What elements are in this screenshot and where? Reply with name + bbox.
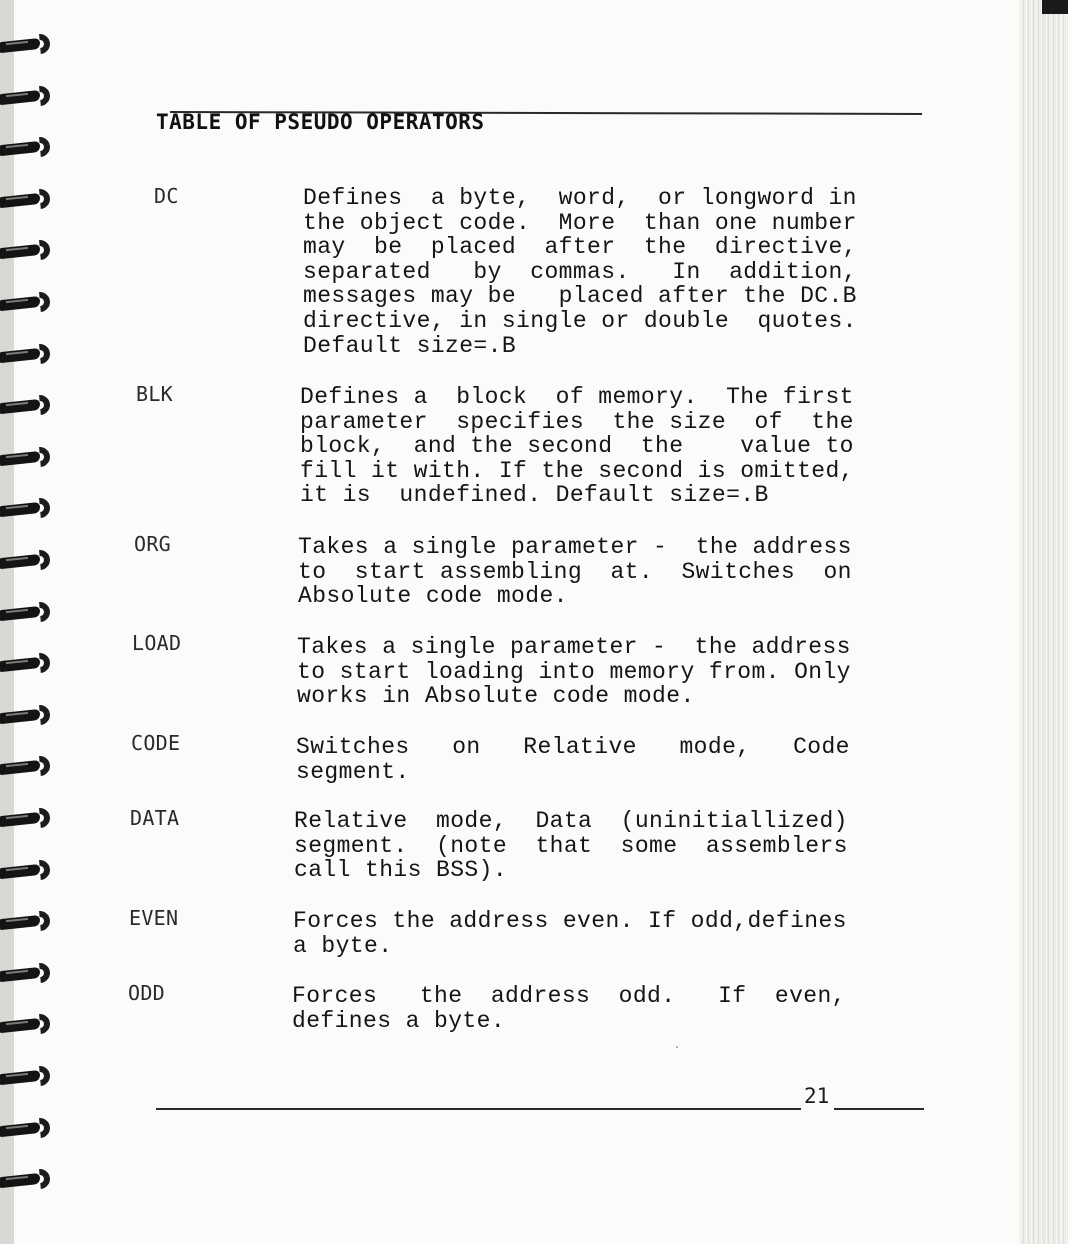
desc-line: the object code. More than one number <box>303 209 857 236</box>
coil-hook <box>26 494 54 522</box>
description-dc <box>303 186 857 358</box>
binding-coil <box>0 806 56 832</box>
desc-line: Forces the address even. If odd,defines <box>293 908 847 934</box>
binding-coil <box>0 187 56 213</box>
coil-hook <box>26 1114 54 1142</box>
term-dc: DC <box>154 184 179 208</box>
term-odd: ODD <box>128 981 166 1005</box>
desc-line: segment. (note that some assemblers <box>294 832 848 859</box>
desc-line: Switches on Relative mode, Code <box>296 734 850 760</box>
description-code <box>296 735 850 784</box>
paper-speck <box>676 1046 678 1048</box>
desc-line: messages may be placed after the DC.B <box>303 283 857 310</box>
binding-coil <box>0 858 56 884</box>
desc-line: block, and the second the value to <box>300 433 854 460</box>
binding-coil <box>0 1116 56 1142</box>
coil-hook <box>26 288 54 316</box>
desc-line: it is undefined. Default size=.B <box>300 482 769 509</box>
page-title: TABLE OF PSEUDO OPERATORS <box>156 110 485 134</box>
coil-hook <box>26 391 54 419</box>
coil-hook <box>26 804 54 832</box>
desc-line: Takes a single parameter - the address <box>298 534 852 560</box>
binding-coil <box>0 600 56 626</box>
coil-hook <box>26 1010 54 1038</box>
binding-coil <box>0 909 56 935</box>
coil-hook <box>26 30 54 58</box>
binding-coil <box>0 238 56 264</box>
coil-hook <box>26 443 54 471</box>
term-org: ORG <box>134 532 172 556</box>
desc-line: Absolute code mode. <box>298 583 568 610</box>
binding-coil <box>0 32 56 58</box>
coil-hook <box>26 752 54 780</box>
coil-hook <box>26 959 54 987</box>
binding-coil <box>0 1064 56 1090</box>
binding-coil <box>0 445 56 471</box>
binding-coil <box>0 290 56 316</box>
desc-line: may be placed after the directive, <box>303 234 857 261</box>
desc-line: separated by commas. In addition, <box>303 258 857 285</box>
footer-rule-right <box>834 1108 924 1110</box>
term-code: CODE <box>131 731 181 755</box>
spiral-binding <box>0 0 70 1244</box>
desc-line: parameter specifies the size of the <box>300 408 854 435</box>
desc-line: directive, in single or double quotes. <box>303 307 857 334</box>
binding-coil <box>0 651 56 677</box>
coil-hook <box>26 133 54 161</box>
desc-line: fill it with. If the second is omitted, <box>300 457 854 484</box>
term-even: EVEN <box>129 906 179 930</box>
page-edge-shadow <box>1042 0 1068 14</box>
desc-line: Default size=.B <box>303 332 517 359</box>
coil-hook <box>26 340 54 368</box>
coil-hook <box>26 1062 54 1090</box>
binding-coil <box>0 135 56 161</box>
coil-hook <box>26 1165 54 1193</box>
desc-line: defines a byte. <box>292 1007 506 1034</box>
desc-line: Defines a block of memory. The first <box>300 384 854 410</box>
coil-hook <box>26 649 54 677</box>
page-number: 21 <box>804 1084 830 1108</box>
term-blk: BLK <box>136 382 174 406</box>
coil-hook <box>26 546 54 574</box>
page-edge-stack <box>1020 0 1068 1244</box>
desc-line: Takes a single parameter - the address <box>297 634 851 660</box>
binding-coil <box>0 1012 56 1038</box>
desc-line: to start assembling at. Switches on <box>298 558 852 585</box>
coil-hook <box>26 598 54 626</box>
term-data: DATA <box>130 806 180 830</box>
coil-hook <box>26 185 54 213</box>
coil-hook <box>26 856 54 884</box>
desc-line: a byte. <box>293 932 393 959</box>
binding-coil <box>0 754 56 780</box>
coil-hook <box>26 236 54 264</box>
binding-coil <box>0 84 56 110</box>
coil-hook <box>26 82 54 110</box>
desc-line: Defines a byte, word, or longword in <box>303 185 857 211</box>
binding-coil <box>0 961 56 987</box>
binding-coil <box>0 393 56 419</box>
desc-line: Relative mode, Data (uninitiallized) <box>294 808 848 834</box>
description-even <box>293 909 847 958</box>
desc-line: segment. <box>296 758 410 785</box>
binding-coil <box>0 1167 56 1193</box>
term-load: LOAD <box>132 631 182 655</box>
desc-line: to start loading into memory from. Only <box>297 658 851 685</box>
description-org <box>298 535 852 609</box>
coil-hook <box>26 907 54 935</box>
binding-coil <box>0 548 56 574</box>
description-load <box>297 635 851 709</box>
binding-coil <box>0 703 56 729</box>
description-data <box>294 809 848 883</box>
coil-hook <box>26 701 54 729</box>
description-blk <box>300 385 854 508</box>
desc-line: call this BSS). <box>294 857 508 884</box>
binding-coil <box>0 342 56 368</box>
description-odd <box>292 984 846 1033</box>
desc-line: Forces the address odd. If even, <box>292 983 846 1009</box>
footer-rule-left <box>156 1108 801 1110</box>
binding-coil <box>0 496 56 522</box>
desc-line: works in Absolute code mode. <box>297 683 695 710</box>
